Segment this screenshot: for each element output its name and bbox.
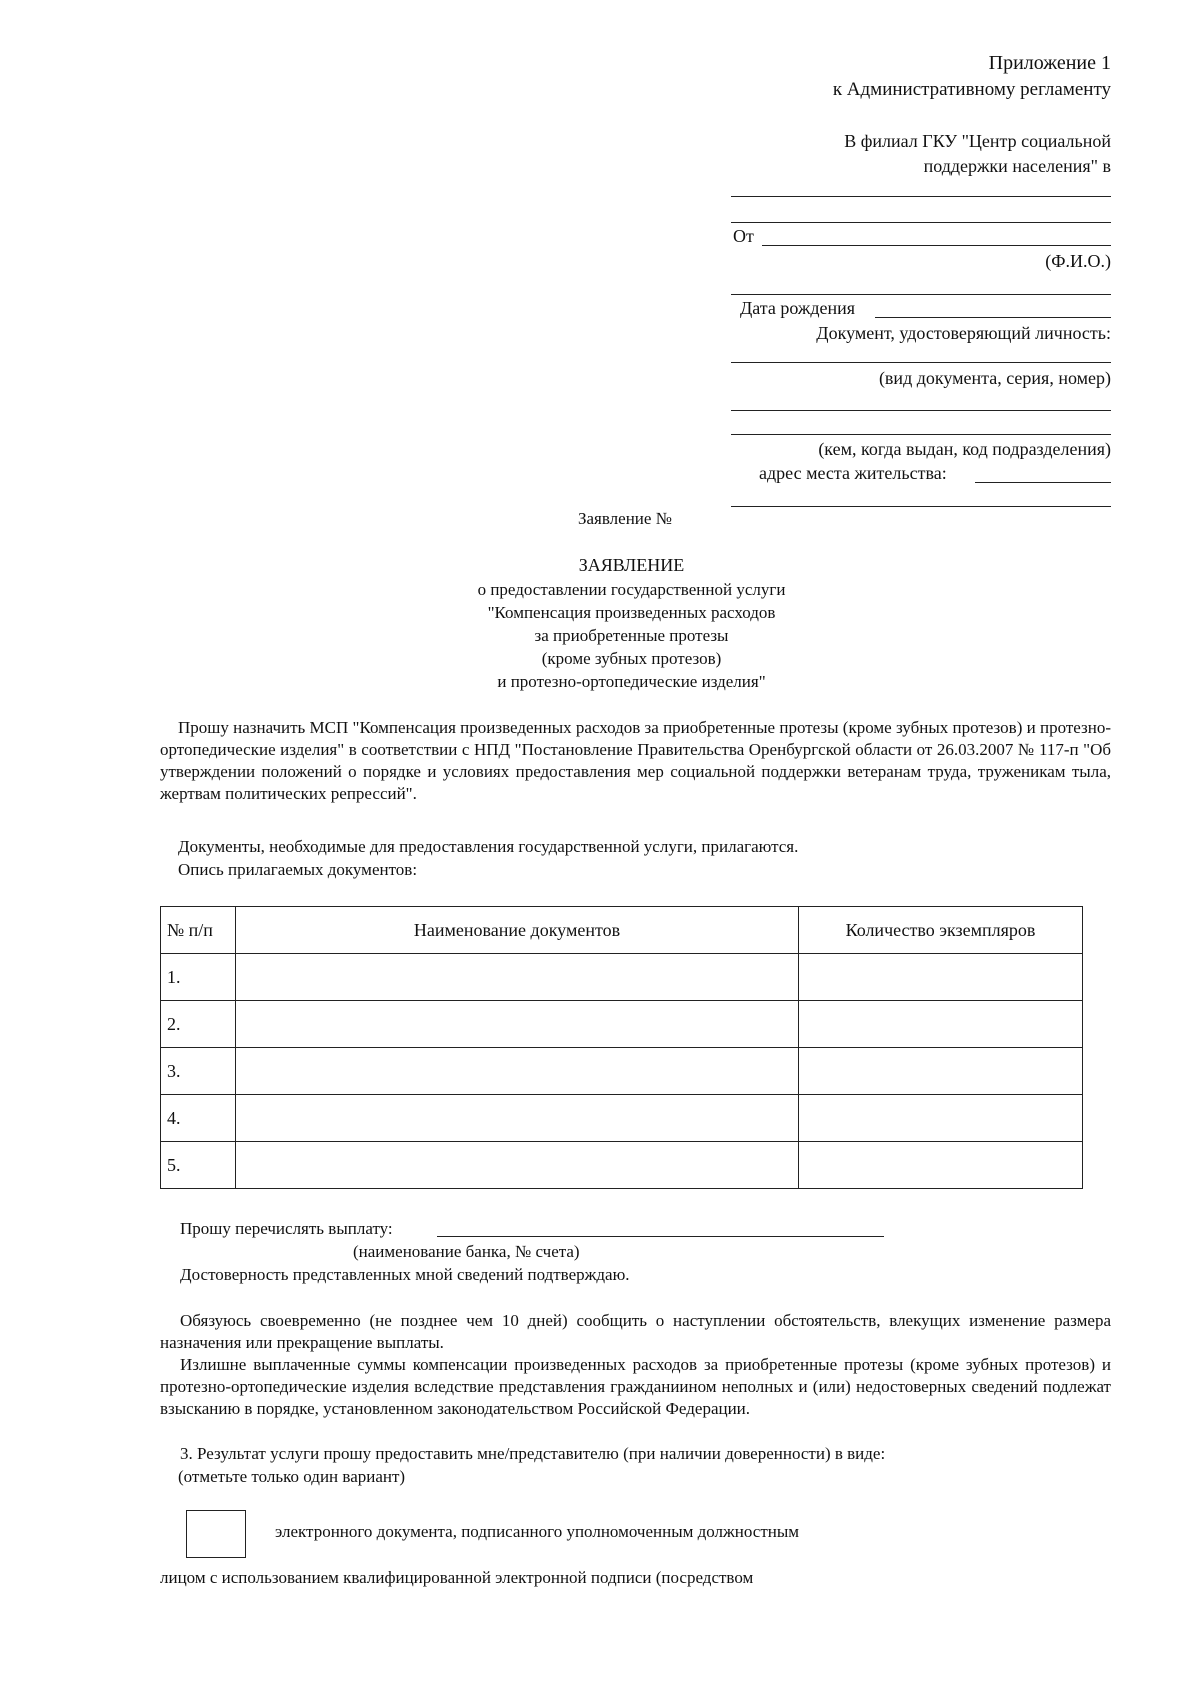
address-label: адрес места жительства: [759, 463, 947, 483]
row-number: 4. [161, 1095, 236, 1142]
application-number: Заявление № [578, 509, 672, 528]
column-header-copies: Количество экземпляров [799, 907, 1083, 954]
accuracy-confirmation: Достоверность представленных мной сведений подтверждаю. [180, 1265, 630, 1284]
table-header-row [161, 907, 1083, 954]
copies-cell[interactable] [799, 1048, 1083, 1095]
inventory-label: Опись прилагаемых документов: [178, 860, 418, 879]
title-line-1: о предоставлении государственной услуги [477, 580, 786, 599]
table-row [161, 1001, 1083, 1048]
row-number: 5. [161, 1142, 236, 1189]
birth-date-field[interactable] [875, 317, 1111, 318]
fio-hint: (Ф.И.О.) [1045, 251, 1111, 271]
address-field[interactable] [975, 482, 1111, 483]
title-line-5: и протезно-ортопедические изделия" [497, 672, 766, 691]
id-document-field[interactable] [731, 362, 1111, 363]
row-number: 1. [161, 954, 236, 1001]
documents-table [160, 906, 1083, 1189]
document-heading: ЗАЯВЛЕНИЕ [578, 555, 685, 575]
recipient-line1: В филиал ГКУ "Центр социальной [844, 131, 1111, 151]
recipient-branch-line-2[interactable] [731, 222, 1111, 223]
column-header-document-name: Наименование документов [236, 907, 799, 954]
option-electronic-line1: электронного документа, подписанного уполномоченным должностным [275, 1522, 800, 1541]
copies-cell[interactable] [799, 1001, 1083, 1048]
document-name-cell[interactable] [236, 1048, 799, 1095]
table-row [161, 1142, 1083, 1189]
document-name-cell[interactable] [236, 1095, 799, 1142]
from-label: От [733, 226, 754, 246]
regulation-ref: к Административному регламенту [832, 79, 1111, 100]
document-name-cell[interactable] [236, 1142, 799, 1189]
recipient-line2: поддержки населения" в [923, 156, 1111, 176]
copies-cell[interactable] [799, 954, 1083, 1001]
option-electronic-line2: лицом с использованием квалифицированной электронной подписи (посредством [160, 1568, 754, 1587]
table-row [161, 1048, 1083, 1095]
title-line-4: (кроме зубных протезов) [541, 649, 722, 668]
birth-date-label: Дата рождения [740, 298, 856, 318]
document-name-cell[interactable] [236, 1001, 799, 1048]
result-delivery-hint: (отметьте только один вариант) [178, 1467, 406, 1486]
address-field-2[interactable] [731, 506, 1111, 507]
copies-cell[interactable] [799, 1095, 1083, 1142]
from-fio-field[interactable] [762, 245, 1111, 246]
request-paragraph: Прошу назначить МСП "Компенсация произведенных расходов за приобретенные протезы (кроме зубных протезов) и протезно-ортопедические изделия" в соответствии с НПД "Постановление Правительства Оренбургской области от 26.03.2007 № 117-п "Об утверждении положений о порядке и условиях предоставления мер социальной поддержки ветеранам труда, труженикам тыла, жертвам политических репрессий". [160, 718, 1111, 803]
result-delivery-paragraph: 3. Результат услуги прошу предоставить мне/представителю (при наличии доверенности) в виде: [180, 1444, 886, 1463]
recipient-branch-line[interactable] [731, 196, 1111, 197]
payment-label: Прошу перечислять выплату: [180, 1219, 393, 1238]
document-name-cell[interactable] [236, 954, 799, 1001]
id-document-label: Документ, удостоверяющий личность: [816, 323, 1111, 343]
docs-attached-text: Документы, необходимые для предоставления государственной услуги, прилагаются. [178, 837, 799, 856]
issued-by-field-2[interactable] [731, 434, 1111, 435]
obligation-paragraph-1: Обязуюсь своевременно (не позднее чем 10 дней) сообщить о наступлении обстоятельств, влекущих изменение размера назначения или прекращение выплаты. [160, 1311, 1111, 1352]
obligation-paragraph-2: Излишне выплаченные суммы компенсации произведенных расходов за приобретенные протезы (кроме зубных протезов) и протезно-ортопедические изделия вследствие представления гражданиином неполных и (или) недостоверных сведений подлежат взысканию в порядке, установленном законодательством Российской Федерации. [160, 1355, 1111, 1418]
payment-account-field[interactable] [437, 1236, 884, 1237]
table-row [161, 954, 1083, 1001]
title-line-3: за приобретенные протезы [534, 626, 729, 645]
payment-hint: (наименование банка, № счета) [353, 1242, 580, 1261]
title-line-2: "Компенсация произведенных расходов [487, 603, 776, 622]
fio-line-2[interactable] [731, 294, 1111, 295]
table-row [161, 1095, 1083, 1142]
issued-by-hint: (кем, когда выдан, код подразделения) [818, 439, 1111, 459]
id-document-hint: (вид документа, серия, номер) [878, 368, 1111, 388]
row-number: 3. [161, 1048, 236, 1095]
appendix-title: Приложение 1 [988, 52, 1111, 74]
column-header-number: № п/п [161, 907, 236, 954]
copies-cell[interactable] [799, 1142, 1083, 1189]
electronic-document-checkbox[interactable] [186, 1510, 246, 1558]
issued-by-field[interactable] [731, 410, 1111, 411]
row-number: 2. [161, 1001, 236, 1048]
